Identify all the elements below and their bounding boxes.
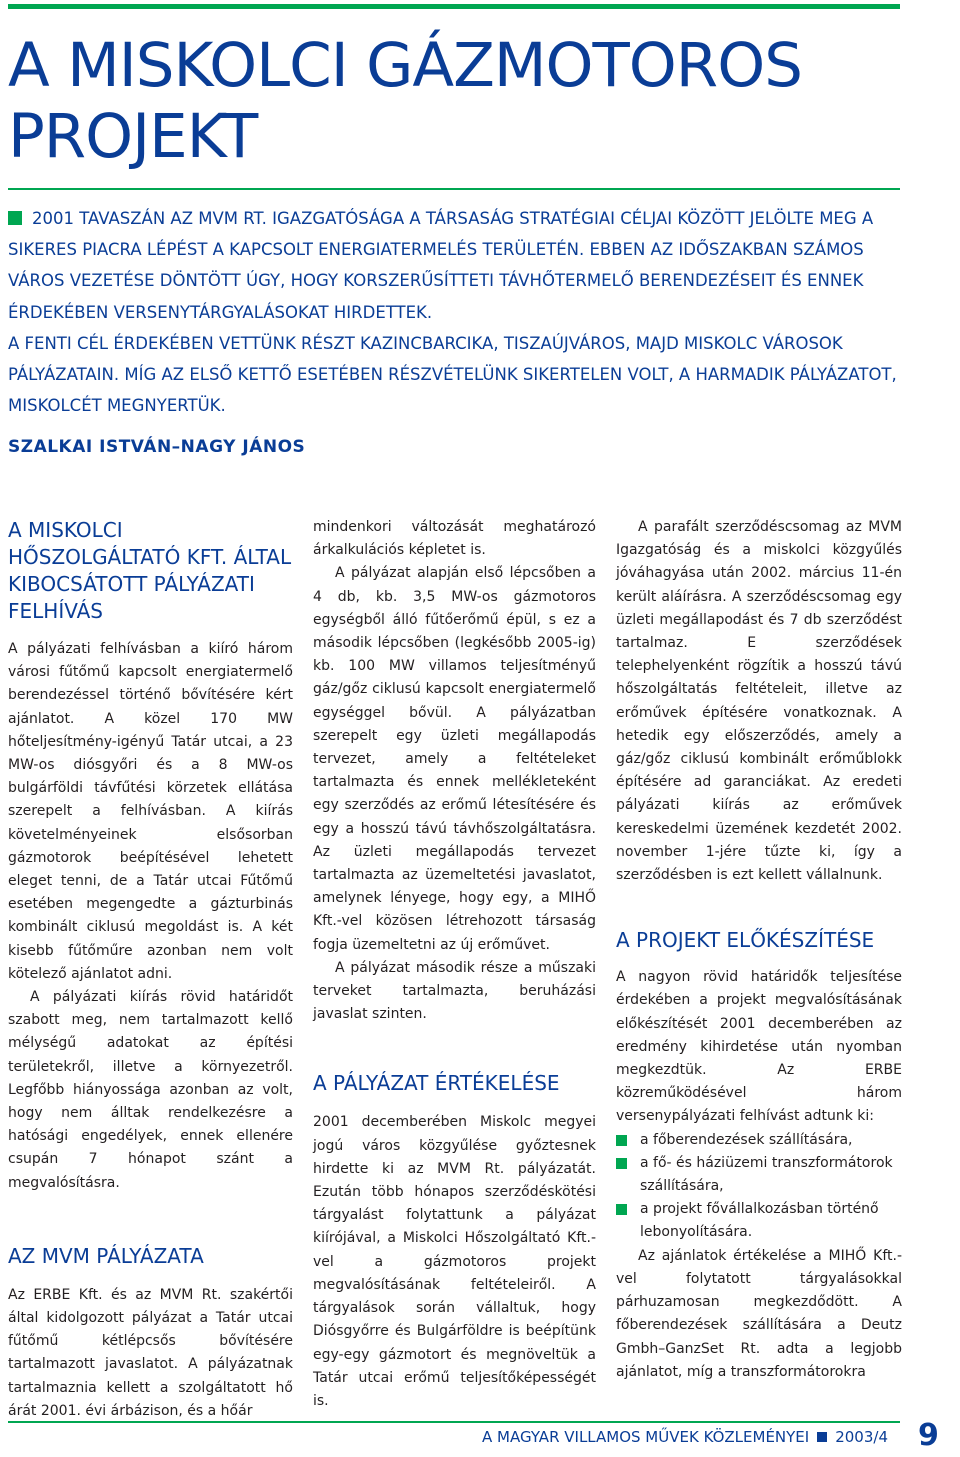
page-title: A MISKOLCI GÁZMOTOROS PROJEKT (8, 30, 802, 172)
square-separator-icon (817, 1432, 827, 1442)
title-rule (8, 188, 900, 190)
column-3 (616, 516, 902, 1384)
green-square-bullet-icon (8, 211, 22, 225)
paragraph: Az ERBE Kft. és az MVM Rt. szakértői által kidolgozott pályázat a Tatár utcai fűtőmű kétlépcsős bővítésére tartalmazott javaslatot. A pályázatnak tartalmaznia kellett a szolgáltatott hő árát 2001. évi árbázison, és a hőár (8, 1286, 293, 1419)
page-number: 9 (918, 1418, 939, 1453)
paragraph: A pályázat második része a műszaki terveket tartalmazta, beruházási javaslat szinten. (313, 959, 596, 1023)
paragraph: Az ajánlatok értékelése a MIHŐ Kft.-vel folytatott tárgyalásokkal párhuzamosan megkezdődött. A főberendezések szállítására a Deutz Gmbh–GanzSet Rt. adta a legjobb ajánlatot, míg a transzformátorokra (616, 1247, 902, 1380)
paragraph: A pályázati kiírás rövid határidőt szabott meg, nem tartalmazott kellő mélységű adatokat az építési területekről, illetve a környezetről. Legfőbb hiányossága azonban az volt, hogy nem álltak rendelkezésre a hatósági engedélyek, ennek ellenére csupán 7 hónapot szánt a megvalósításra. (8, 989, 293, 1191)
list-item: a fő- és háziüzemi transzformátorok szállítására, (616, 1152, 902, 1198)
paragraph: A pályázat alapján első lépcsőben a 4 db, kb. 3,5 MW-os gázmotoros egységből álló fűtőerőmű épül, s ez a második lépcsőben (legkésőbb 2005-ig) kb. 100 MW villamos teljesítményű gáz/gőz ciklusú kapcsolt energiatermelő egységgel bővül. A pályázatban szerepelt egy üzleti megállapodás tervezet, amely a feltételeket tartalmazta és ennek mellékleteként egy szerződés az erőmű létesítésére és egy a hosszú távú távhőszolgáltatásra. Az üzleti megállapodás tervezet tartalmazta az üzemeltetési javaslatot, amelynek lényege, hogy egy, a MIHŐ Kft.-vel közösen létrehozott társaság fogja üzemeltetni az új erőművet. (313, 565, 596, 953)
top-rule (8, 4, 900, 9)
section-heading-call: A MISKOLCI HŐSZOLGÁLTATÓ KFT. ÁLTAL KIBOCSÁTOTT PÁLYÁZATI FELHÍVÁS (8, 518, 292, 623)
issue-number: 2003/4 (835, 1428, 888, 1446)
lead-text (8, 203, 900, 421)
list-item: a főberendezések szállítására, (616, 1129, 902, 1152)
section-heading-preparation: A PROJEKT ELŐKÉSZÍTÉSE (616, 928, 875, 953)
section-heading-mvm-bid: AZ MVM PÁLYÁZATA (8, 1243, 204, 1268)
column-2 (313, 516, 596, 1413)
paragraph: 2001 decemberében Miskolc megyei jogú város közgyűlése győztesnek hirdette ki az MVM Rt. pályázatát. Ezután több hónapos szerződéskötési tárgyalást folytattunk a pályázat kiírójával, a Miskolci Hőszolgáltató Kft.-vel a gázmotoros projekt megvalósításának feltételeiről. A tárgyalások során vállaltuk, hogy Diósgyőrre és Bulgárföldre is beépítünk egy-egy gázmotort és megnöveltük a Tatár utcai erőmű teljesítőképességét is. (313, 1114, 596, 1409)
paragraph: A pályázati felhívásban a kiíró három városi fűtőmű kapcsolt energiatermelő berendezéssel történő bővítésére kért ajánlatot. A közel 170 MW hőteljesítmény-igényű Tatár utcai, a 23 MW-os diósgyőri és a 8 MW-os bulgárföldi távfűtési körzetek ellátása szerepelt a felhívásban. A kiírás követelményeinek elsősorban gázmotorok beépítésével lehetett eleget tenni, de a Tatár utcai Fűtőmű esetében megengedte a gázturbinás kombinált ciklusú megoldást is. A két kisebb fűtőműre azonban nem volt kötelező ajánlatot adni. (8, 641, 293, 982)
journal-name: A MAGYAR VILLAMOS MŰVEK KÖZLEMÉNYEI (481, 1428, 810, 1446)
paragraph: A nagyon rövid határidők teljesítése érdekében a projekt megvalósításának előkészítését 2001 decemberében az eredmény kihirdetése után nyomban megkezdtük. Az ERBE közreműködésével három versenypályázati felhívást adtunk ki: (616, 969, 902, 1125)
tender-list (616, 1129, 902, 1245)
paragraph: mindenkori változását meghatározó árkalkulációs képletet is. (313, 519, 596, 559)
lead-paragraph-1: 2001 TAVASZÁN AZ MVM RT. IGAZGATÓSÁGA A TÁRSASÁG STRATÉGIAI CÉLJAI KÖZÖTT JELÖLTE MEG A SIKERES PIACRA LÉPÉST A KAPCSOLT ENERGIATERMELÉS TERÜLETÉN. EBBEN AZ IDŐSZAKBAN SZÁMOS VÁROS VEZETÉSE DÖNTÖTT ÚGY, HOGY KORSZERŰSÍTTETI TÁVHŐTERMELŐ BERENDEZÉSEIT ÉS ENNEK ÉRDEKÉBEN VERSENYTÁRGYALÁSOKAT HIRDETTEK. (8, 209, 874, 322)
list-item: a projekt fővállalkozásban történő lebonyolítására. (616, 1198, 902, 1244)
footer-rule (8, 1421, 900, 1423)
authors: SZALKAI ISTVÁN–NAGY JÁNOS (8, 437, 306, 457)
lead-paragraph-2: A FENTI CÉL ÉRDEKÉBEN VETTÜNK RÉSZT KAZINCBARCIKA, TISZAÚJVÁROS, MAJD MISKOLC VÁROSOK PÁLYÁZATAIN. MÍG AZ ELSŐ KETTŐ ESETÉBEN RÉSZVÉTELÜNK SIKERTELEN VOLT, A HARMADIK PÁLYÁZATOT, MISKOLCÉT MEGNYERTÜK. (8, 333, 897, 416)
section-heading-evaluation: A PÁLYÁZAT ÉRTÉKELÉSE (313, 1071, 560, 1096)
paragraph: A parafált szerződéscsomag az MVM Igazgatóság és a miskolci közgyűlés jóváhagyása után 2002. március 11-én került aláírásra. A szerződéscsomag egy üzleti megállapodást és 7 db szerződést tartalmaz. E szerződések telephelyenként rögzítik a hosszú távú hőszolgáltatás feltételeit, illetve az erőművek építésére vonatkoznak. A hetedik egy előszerződés, amely a gáz/gőz ciklusú kombinált erőműblokk építésére ad garanciákat. Az eredeti pályázati kiírás az erőművek kereskedelmi üzemének kezdetét 2002. november 1-jére tűzte ki, így a szerződésben is ezt kellett vállalnunk. (616, 519, 902, 884)
footer (8, 1427, 888, 1447)
column-1 (8, 517, 293, 1423)
